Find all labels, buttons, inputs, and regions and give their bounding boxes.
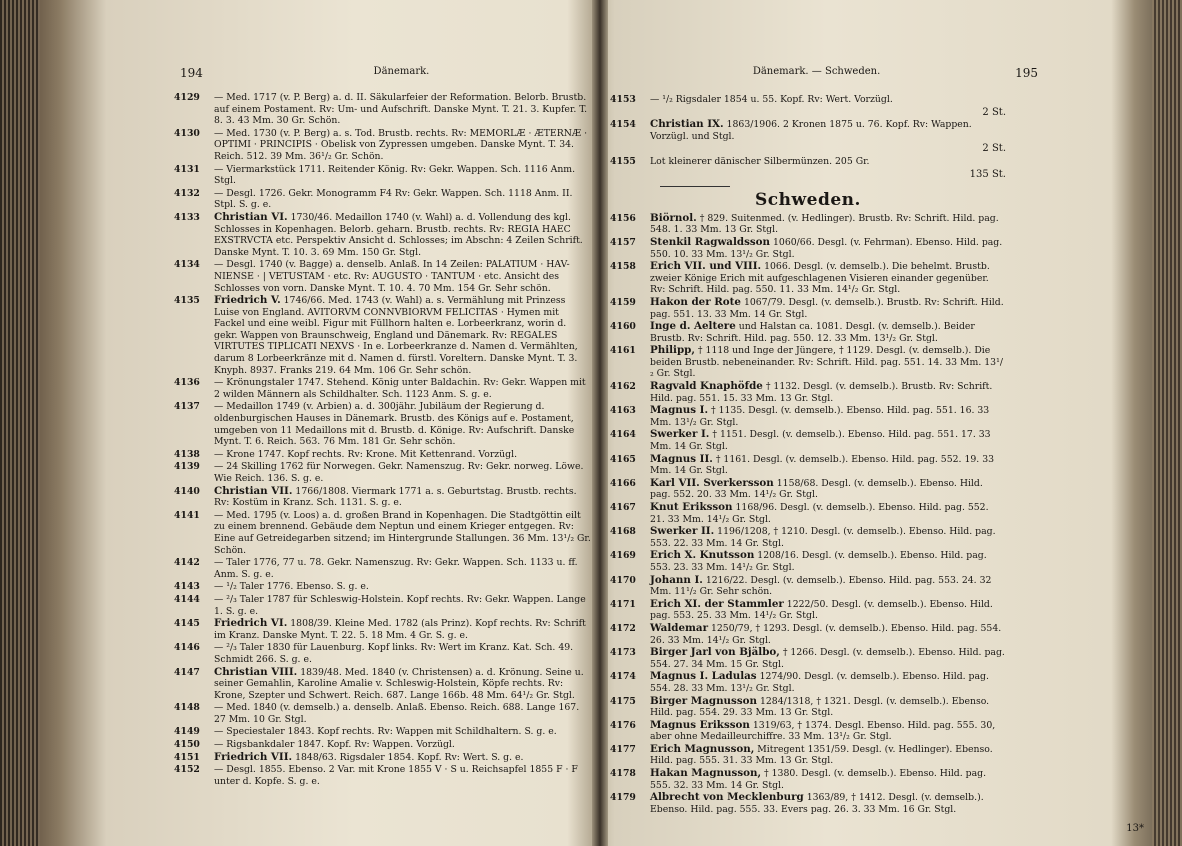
lot-description: † 1380. Desgl. (v. demselb.). Ebenso. Hild. pag. 555. 32. 33 Mm. 14 Gr. Stgl. <box>650 768 987 791</box>
ruler-name: Ragvald Knaphöfde <box>650 380 763 393</box>
lot-number: 4177 <box>610 743 636 755</box>
lot-description: 1216/22. Desgl. (v. demselb.). Ebenso. Hild. pag. 553. 24. 32 Mm. 11¹/₂ Gr. Sehr schön. <box>650 574 992 598</box>
lot-description: — 24 Skilling 1762 für Norwegen. Gekr. Namenszug. Rv: Gekr. norweg. Löwe. Wie Reich. 136. S. g. e. <box>214 461 584 484</box>
ruler-name: Hakon der Rote <box>650 295 741 308</box>
running-title: Dänemark. <box>373 66 430 77</box>
lot-entry <box>610 478 1006 501</box>
lot-number: 4148 <box>174 702 200 714</box>
lot-entry <box>610 526 1006 549</box>
lot-number: 4168 <box>610 526 636 538</box>
ruler-name: Christian VI. <box>214 210 288 223</box>
lot-entry <box>610 454 1006 477</box>
lot-entry <box>610 599 1006 622</box>
lot-entry <box>610 768 1006 791</box>
lot-entry <box>610 792 1006 815</box>
lot-entry <box>174 594 592 617</box>
lot-number: 4137 <box>174 401 200 413</box>
lot-entry <box>174 164 592 187</box>
lot-entry <box>174 212 592 258</box>
lot-number: 4170 <box>610 574 636 586</box>
lot-description: † 1135. Desgl. (v. demselb.). Ebenso. Hild. pag. 551. 16. 33 Mm. 13¹/₂ Gr. Stgl. <box>650 405 990 428</box>
lot-description: — Med. 1730 (v. P. Berg) a. s. Tod. Brustb. rechts. Rv: MEMORLÆ · ÆTERNÆ · OPTIMI · PRINCIPIS · Obelisk von Zypressen umgeben. Danske Mynt. T. 34. Reich. 512. 39 Mm. 36¹/₂ Gr. Schön. <box>214 127 588 162</box>
lot-number: 4176 <box>610 719 636 731</box>
lot-number: 4167 <box>610 502 636 513</box>
lot-number: 4134 <box>174 259 200 271</box>
lot-number: 4175 <box>610 695 636 707</box>
ruler-name: Friedrich VI. <box>214 617 288 630</box>
lot-entry <box>174 128 592 163</box>
lot-entry <box>174 764 592 787</box>
lot-number: 4152 <box>174 764 200 776</box>
lot-description: † 1151. Desgl. (v. demselb.). Ebenso. Hild. pag. 551. 17. 33 Mm. 14 Gr. Stgl. <box>650 429 991 453</box>
lot-number: 4159 <box>610 296 636 308</box>
lot-description: — Rigsbankdaler 1847. Kopf. Rv: Wappen. Vorzügl. <box>214 739 455 751</box>
lot-number: 4151 <box>174 751 200 763</box>
lot-entry <box>610 405 1006 428</box>
lot-number: 4155 <box>610 155 636 167</box>
lot-entry <box>174 401 592 447</box>
lot-entry <box>174 557 592 580</box>
ruler-name: Christian VII. <box>214 484 293 497</box>
lot-entry <box>610 720 1006 743</box>
lot-number: 4153 <box>610 94 636 105</box>
lot-entry <box>610 381 1006 404</box>
lot-number: 4145 <box>174 618 200 630</box>
lot-description: 1067/79. Desgl. (v. demselb.). Brustb. Rv: Schrift. Hild. pag. 551. 13. 33 Mm. 14 Gr. Stgl. <box>650 296 1004 320</box>
lot-description: 1158/68. Desgl. (v. demselb.). Ebenso. Hild. pag. 552. 20. 33 Mm. 14¹/₂ Gr. Stgl. <box>650 477 983 501</box>
lot-description: † 829. Suitenmed. (v. Hedlinger). Brustb. Rv: Schrift. Hild. pag. 548. 1. 33 Mm. 13 Gr. Stgl. <box>650 212 999 236</box>
ruler-name: Johann I. <box>650 573 703 586</box>
lot-number: 4179 <box>610 792 636 804</box>
lot-entry <box>174 510 592 556</box>
lot-description: † 1161. Desgl. (v. demselb.). Ebenso. Hild. pag. 552. 19. 33 Mm. 14 Gr. Stgl. <box>650 453 995 477</box>
lot-number: 4163 <box>610 405 636 417</box>
lot-description: und Halstan ca. 1081. Desgl. (v. demselb.). Beider Brustb. Rv: Schrift. Hild. pag. 550. 12. 33 Mm. 13¹/₂ Gr. Stgl. <box>650 321 975 344</box>
lot-description: — ²/₃ Taler 1830 für Lauenburg. Kopf links. Rv: Wert im Kranz. Kat. Sch. 49. Schmidt 266. S. g. e. <box>214 642 574 665</box>
signature-mark: 13* <box>1126 823 1144 834</box>
lot-description: † 1132. Desgl. (v. demselb.). Brustb. Rv: Schrift. Hild. pag. 551. 15. 33 Mm. 13 Gr. Stgl. <box>650 381 993 404</box>
lot-number: 4169 <box>610 550 636 562</box>
lot-description: 1730/46. Medaillon 1740 (v. Wahl) a. d. Vollendung des kgl. Schlosses in Kopenhagen. Belorb. geharn. Brustb. rechts. Rv: REGIA HAEC EXSTRVCTA etc. Perspektiv Ansicht d. Schlosses; im Abschn: 4 Zeilen Schrift. Danske Mynt. T. 10. 3. 69 Mm. 150 Gr. Stgl. <box>214 211 583 258</box>
ruler-name: Erich XI. der Stammler <box>650 597 784 610</box>
ruler-name: Erich VII. und VIII. <box>650 260 762 273</box>
ruler-name: Knut Eriksson <box>650 501 733 513</box>
lot-count: 135 St. <box>969 168 1006 180</box>
right-entries-list <box>610 94 1006 816</box>
lot-description: — Med. 1840 (v. demselb.) a. denselb. Anlaß. Ebenso. Reich. 688. Lange 167. 27 Mm. 10 Gr. Stgl. <box>214 702 580 725</box>
left-page <box>40 0 592 846</box>
lot-number: 4149 <box>174 726 200 738</box>
lot-number: 4173 <box>610 647 636 659</box>
lot-description: — Viermarkstück 1711. Reitender König. Rv: Gekr. Wappen. Sch. 1116 Anm. Stgl. <box>214 163 576 187</box>
lot-description: — Krone 1747. Kopf rechts. Rv: Krone. Mit Kettenrand. Vorzügl. <box>214 448 518 460</box>
lot-description: 1168/96. Desgl. (v. demselb.). Ebenso. Hild. pag. 552. 21. 33 Mm. 14¹/₂ Gr. Stgl. <box>650 502 989 525</box>
lot-number: 4154 <box>610 119 636 131</box>
lot-entry <box>174 92 592 127</box>
lot-description: 1319/63, † 1374. Desgl. Ebenso. Hild. pag. 555. 30, aber ohne Medailleurchiffre. 33 Mm. 13¹/₂ Gr. Stgl. <box>650 719 996 743</box>
ruler-name: Inge d. Aeltere <box>650 320 736 333</box>
lot-number: 4150 <box>174 739 200 751</box>
lot-entry <box>610 623 1006 646</box>
ruler-name: Friedrich V. <box>214 294 281 307</box>
lot-number: 4140 <box>174 485 200 497</box>
lot-entry <box>174 461 592 484</box>
lot-number: 4133 <box>174 211 200 223</box>
ruler-name: Stenkil Ragwaldsson <box>650 235 771 248</box>
lot-description: 1363/89, † 1412. Desgl. (v. demselb.). Ebenso. Hild. pag. 555. 33. Evers pag. 26. 3. 33 Mm. 16 Gr. Stgl. <box>650 792 984 815</box>
lot-description: — Med. 1795 (v. Loos) a. d. großen Brand in Kopenhagen. Die Stadtgöttin eilt zu einem brennend. Gebäude dem Neptun und einem Krieger entgegen. Rv: Eine auf Getreidegarben sitzend; im Hintergrunde Stallungen. 36 Mm. 13¹/₂ Gr. Schön. <box>214 509 591 556</box>
lot-entry <box>610 156 1006 180</box>
ruler-name: Waldemar <box>650 621 708 634</box>
lot-number: 4131 <box>174 163 200 175</box>
lot-description: — ¹/₂ Rigsdaler 1854 u. 55. Kopf. Rv: Wert. Vorzügl. <box>650 94 893 105</box>
divider <box>660 186 730 187</box>
ruler-name: Magnus I. <box>650 404 709 417</box>
lot-entry <box>174 739 592 751</box>
lot-entry <box>610 237 1006 260</box>
lot-description: 1066. Desgl. (v. demselb.). Die behelmt. Brustb. zweier Könige Erich mit aufgeschlagenen Visieren einander gegenüber. Rv: Schrift. Hild. pag. 550. 11. 33 Mm. 14¹/₂ Gr. Stgl. <box>650 261 990 296</box>
lot-number: 4135 <box>174 295 200 307</box>
lot-description: — ¹/₂ Taler 1776. Ebenso. S. g. e. <box>214 581 369 593</box>
lot-description: Lot kleinerer dänischer Silbermünzen. 205 Gr. <box>650 155 870 167</box>
ruler-name: Hakan Magnusson, <box>650 767 762 780</box>
lot-entry <box>174 642 592 665</box>
lot-number: 4178 <box>610 768 636 780</box>
ruler-name: Magnus II. <box>650 452 713 465</box>
ruler-name: Birger Jarl von Bjälbo, <box>650 646 780 659</box>
lot-description: 1274/90. Desgl. (v. demselb.). Ebenso. Hild. pag. 554. 28. 33 Mm. 13¹/₂ Gr. Stgl. <box>650 671 989 694</box>
lot-number: 4165 <box>610 453 636 465</box>
lot-number: 4129 <box>174 92 200 103</box>
lot-description: Mitregent 1351/59. Desgl. (v. Hedlinger). Ebenso. Hild. pag. 555. 31. 33 Mm. 13 Gr. Stgl. <box>650 743 993 767</box>
lot-entry <box>174 377 592 400</box>
lot-number: 4174 <box>610 671 636 683</box>
lot-entry <box>610 575 1006 598</box>
lot-description: 1060/66. Desgl. (v. Fehrman). Ebenso. Hild. pag. 550. 10. 33 Mm. 13¹/₂ Gr. Stgl. <box>650 236 1003 260</box>
lot-entry <box>610 550 1006 573</box>
lot-description: 1250/79, † 1293. Desgl. (v. demselb.). Ebenso. Hild. pag. 554. 26. 33 Mm. 14¹/₂ Gr. Stgl. <box>650 622 1002 646</box>
ruler-name: Biörnol. <box>650 211 697 224</box>
lot-number: 4147 <box>174 666 200 678</box>
ruler-name: Christian IX. <box>650 118 724 131</box>
lot-entry <box>174 702 592 725</box>
lot-description: † 1118 und Inge der Jüngere, † 1129. Desgl. (v. demselb.). Die beiden Brustb. nebeneinander. Rv: Schrift. Hild. pag. 551. 14. 33 Mm. 13¹/₂ Gr. Stgl. <box>650 345 1003 380</box>
page-number: 195 <box>1015 66 1038 80</box>
lot-description: — Speciestaler 1843. Kopf rechts. Rv: Wappen mit Schildhaltern. S. g. e. <box>214 726 557 738</box>
lot-number: 4144 <box>174 593 200 605</box>
lot-entry <box>610 119 1006 155</box>
lot-number: 4162 <box>610 381 636 393</box>
running-title: Dänemark. — Schweden. <box>752 66 881 77</box>
lot-description: † 1266. Desgl. (v. demselb.). Ebenso. Hild. pag. 554. 27. 34 Mm. 15 Gr. Stgl. <box>650 647 1005 670</box>
lot-description: 1839/48. Med. 1840 (v. Christensen) a. d. Krönung. Seine u. seiner Gemahlin, Karoline Amalie v. Schleswig-Holstein, Köpfe rechts. Rv: Krone, Szepter und Schwert. Reich. 687. Lange 166b. 48 Mm. 64¹/₂ Gr. Stgl. <box>214 666 584 701</box>
ruler-name: Birger Magnusson <box>650 694 757 707</box>
left-entries-list <box>174 92 592 788</box>
lot-entry <box>174 581 592 593</box>
lot-description: — Medaillon 1749 (v. Arbien) a. d. 300jähr. Jubiläum der Regierung d. oldenburgischen Hauses in Dänemark. Brustb. des Königs auf e. Postament, umgeben von 11 Medaillons mit d. Brustb. d. Könige. Rv: Aufschrift. Danske Mynt. T. 6. Reich. 563. 76 Mm. 181 Gr. Sehr schön. <box>214 401 575 448</box>
book-gutter <box>592 0 608 846</box>
lot-number: 4146 <box>174 642 200 654</box>
lot-description: 1848/63. Rigsdaler 1854. Kopf. Rv: Wert. S. g. e. <box>295 751 524 763</box>
lot-entry <box>610 696 1006 719</box>
lot-entry <box>610 297 1006 320</box>
lot-entry <box>610 345 1006 380</box>
page-edges-left <box>0 0 40 846</box>
lot-entry <box>174 188 592 211</box>
lot-description: 1196/1208, † 1210. Desgl. (v. demselb.). Ebenso. Hild. pag. 553. 22. 33 Mm. 14 Gr. Stgl. <box>650 526 996 549</box>
ruler-name: Erich X. Knutsson <box>650 549 755 562</box>
lot-count: 2 St. <box>982 106 1006 118</box>
left-page-header <box>180 66 600 80</box>
lot-description: — Krönungstaler 1747. Stehend. König unter Baldachin. Rv: Gekr. Wappen mit 2 wilden Männern als Schildhalter. Sch. 1123 Anm. S. g. e. <box>214 377 586 400</box>
lot-entry <box>610 671 1006 694</box>
right-page-header <box>618 66 1038 80</box>
lot-description: 1766/1808. Viermark 1771 a. s. Geburtstag. Brustb. rechts. Rv: Kostüm in Kranz. Sch. 1131. S. g. e. <box>214 485 577 509</box>
lot-entry <box>174 295 592 376</box>
lot-number: 4158 <box>610 261 636 273</box>
lot-description: 1222/50. Desgl. (v. demselb.). Ebenso. Hild. pag. 553. 25. 33 Mm. 14¹/₂ Gr. Stgl. <box>650 598 993 622</box>
ruler-name: Swerker II. <box>650 525 715 538</box>
lot-number: 4160 <box>610 321 636 333</box>
lot-entry <box>174 486 592 509</box>
lot-entry <box>174 667 592 702</box>
lot-number: 4156 <box>610 212 636 224</box>
lot-entry <box>174 752 592 764</box>
lot-number: 4141 <box>174 509 200 521</box>
right-page <box>608 0 1152 846</box>
lot-description: 1208/16. Desgl. (v. demselb.). Ebenso. Hild. pag. 553. 23. 33 Mm. 14¹/₂ Gr. Stgl. <box>650 550 987 573</box>
lot-entry <box>174 449 592 461</box>
ruler-name: Erich Magnusson, <box>650 742 755 755</box>
lot-description: 1808/39. Kleine Med. 1782 (als Prinz). Kopf rechts. Rv: Schrift im Kranz. Danske Mynt. T. 22. 5. 18 Mm. 4 Gr. S. g. e. <box>214 618 586 641</box>
lot-description: 1863/1906. 2 Kronen 1875 u. 76. Kopf. Rv: Wappen. Vorzügl. und Stgl. <box>650 119 972 142</box>
lot-entry <box>610 744 1006 767</box>
lot-number: 4171 <box>610 598 636 610</box>
lot-description: — Desgl. 1740 (v. Bagge) a. denselb. Anlaß. In 14 Zeilen: PALATIUM · HAV-NIENSE · | VETUSTAM · etc. Rv: AUGUSTO · TANTUM · etc. Ansicht des Schlosses von vorn. Danske Mynt. T. 10. 4. 70 Mm. 154 Gr. Sehr schön. <box>214 259 570 294</box>
lot-number: 4142 <box>174 557 200 569</box>
lot-number: 4172 <box>610 622 636 634</box>
ruler-name: Albrecht von Mecklenburg <box>650 791 804 804</box>
lot-number: 4164 <box>610 429 636 441</box>
lot-entry <box>174 618 592 641</box>
lot-description: — Taler 1776, 77 u. 78. Gekr. Namenszug. Rv: Gekr. Wappen. Sch. 1133 u. ff. Anm. S. g. e. <box>214 557 578 580</box>
lot-entry <box>174 259 592 294</box>
lot-number: 4157 <box>610 236 636 248</box>
ruler-name: Magnus I. Ladulas <box>650 670 757 683</box>
lot-entry <box>610 647 1006 670</box>
lot-number: 4143 <box>174 581 200 593</box>
lot-description: — Desgl. 1726. Gekr. Monogramm F4 Rv: Gekr. Wappen. Sch. 1118 Anm. II. Stpl. S. g. e. <box>214 187 573 211</box>
lot-entry <box>610 213 1006 236</box>
ruler-name: Philipp, <box>650 344 695 357</box>
page-edges-right <box>1152 0 1182 846</box>
lot-entry <box>610 94 1006 118</box>
lot-description: 1284/1318, † 1321. Desgl. (v. demselb.). Ebenso. Hild. pag. 554. 29. 33 Mm. 13 Gr. Stgl. <box>650 695 990 719</box>
lot-number: 4130 <box>174 127 200 139</box>
lot-number: 4138 <box>174 448 200 460</box>
lot-entry <box>174 726 592 738</box>
lot-number: 4161 <box>610 345 636 357</box>
lot-description: — ²/₃ Taler 1787 für Schleswig-Holstein. Kopf rechts. Rv: Gekr. Wappen. Lange 1. S. g. e. <box>214 593 586 617</box>
lot-count: 2 St. <box>982 143 1006 155</box>
lot-entry <box>610 261 1006 296</box>
section-title: Schweden. <box>755 190 861 211</box>
lot-entry <box>610 321 1006 344</box>
lot-entry <box>610 502 1006 525</box>
ruler-name: Magnus Eriksson <box>650 718 750 731</box>
lot-number: 4132 <box>174 187 200 199</box>
lot-description: 1746/66. Med. 1743 (v. Wahl) a. s. Vermählung mit Prinzess Luise von England. AVITORVM CONNVBIORVM FELICITAS · Hymen mit Fackel und eine weibl. Figur mit Füllhorn halten e. Lorbeerkranz, worin d. gekr. Wappen von Braunschweig, England und Dänemark. Rv: REGALES VIRTUTES TIPLICATI NEXVS · In e. Lorbeerkranze d. Namen d. Vermählten, darum 8 Lorbeerkränze mit d. Namen d. fürstl. Voreltern. Danske Mynt. T. 3. Knyph. 8937. Franks 219. 64 Mm. 106 Gr. Sehr schön. <box>214 295 578 376</box>
lot-number: 4136 <box>174 377 200 389</box>
ruler-name: Friedrich VII. <box>214 750 293 763</box>
lot-number: 4139 <box>174 461 200 473</box>
lot-description: — Med. 1717 (v. P. Berg) a. d. II. Säkularfeier der Reformation. Belorb. Brustb. auf einem Postament. Rv: Um- und Aufschrift. Danske Mynt. T. 21. 3. Kupfer. T. 8. 3. 43 Mm. 30 Gr. Schön. <box>214 92 588 127</box>
ruler-name: Swerker I. <box>650 428 710 441</box>
lot-number: 4166 <box>610 477 636 489</box>
lot-description: — Desgl. 1855. Ebenso. 2 Var. mit Krone 1855 V · S u. Reichsapfel 1855 F · F unter d. Kopfe. S. g. e. <box>214 764 578 787</box>
lot-entry <box>610 429 1006 452</box>
ruler-name: Christian VIII. <box>214 665 298 678</box>
page-number: 194 <box>180 66 203 80</box>
ruler-name: Karl VII. Sverkersson <box>650 476 774 489</box>
